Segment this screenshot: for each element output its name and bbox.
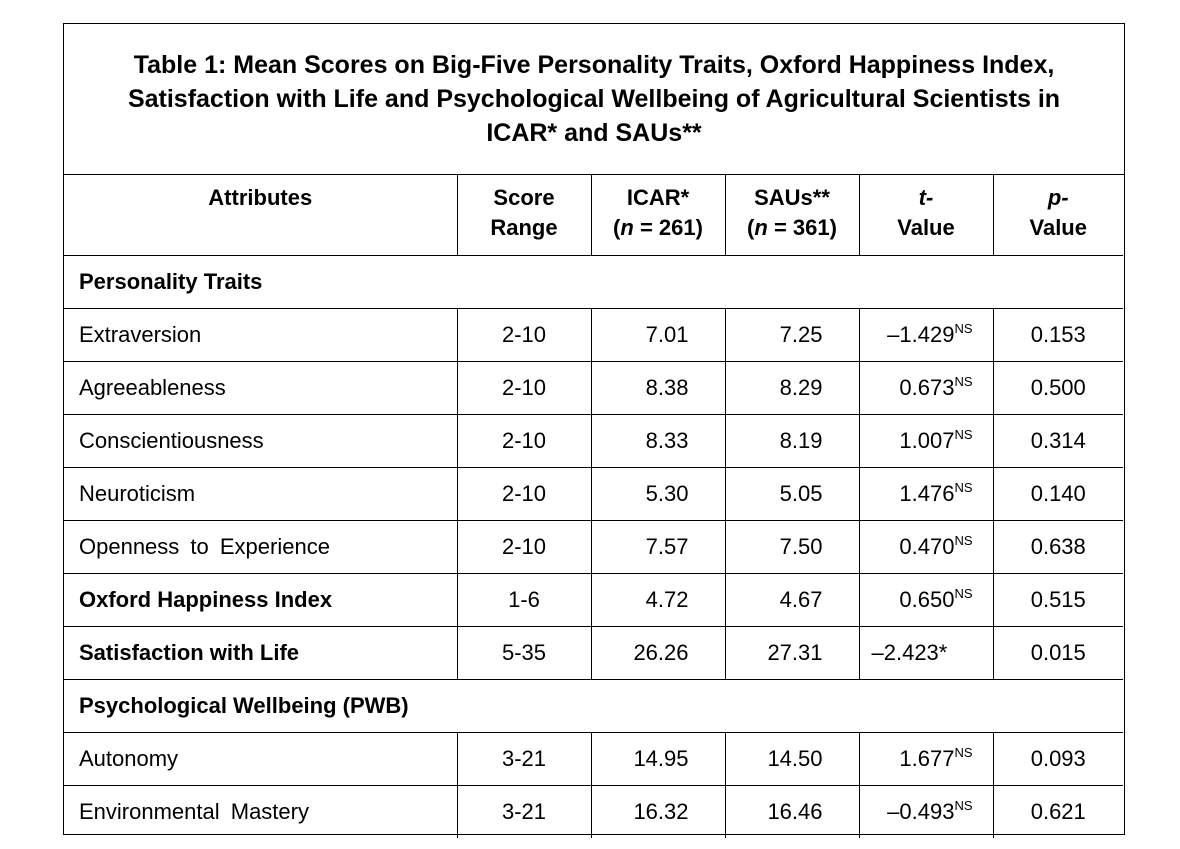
row-range: 5-35	[457, 626, 591, 679]
row-saus: 7.25	[725, 308, 859, 361]
row-p-value: 0.638	[993, 520, 1123, 573]
row-saus: 14.50	[725, 732, 859, 785]
row-saus: 7.50	[725, 520, 859, 573]
row-t-value: $0.673^{NS}$	[859, 361, 993, 414]
section-row-personality	[64, 255, 1123, 308]
row-saus: 5.05	[725, 467, 859, 520]
section-pwb: Psychological Wellbeing (PWB)	[64, 679, 1123, 732]
row-t-value: $-0.493^{NS}$	[859, 785, 993, 838]
row-attribute: Extraversion	[64, 308, 457, 361]
row-p-value: 0.314	[993, 414, 1123, 467]
row-range: 2-10	[457, 308, 591, 361]
row-p-value: 0.153	[993, 308, 1123, 361]
row-icar: 26.26	[591, 626, 725, 679]
table-row	[64, 785, 1123, 838]
row-t-value: $1.677^{NS}$	[859, 732, 993, 785]
table-title: Table 1: Mean Scores on Big-Five Personality Traits, Oxford Happiness Index, Satisfaction with Life and Psychological Wellbeing of Agricultural Scientists in ICAR* and SAUs**	[127, 51, 1061, 147]
row-range: 2-10	[457, 520, 591, 573]
table-row	[64, 520, 1123, 573]
row-saus: 8.29	[725, 361, 859, 414]
row-range: 2-10	[457, 361, 591, 414]
table-title-box	[64, 24, 1124, 175]
section-personality: Personality Traits	[64, 255, 1123, 308]
row-t-value: $1.476^{NS}$	[859, 467, 993, 520]
row-range: 2-10	[457, 467, 591, 520]
header-p-value: p- Value	[993, 175, 1123, 255]
row-icar: 5.30	[591, 467, 725, 520]
mean-scores-table	[64, 175, 1123, 838]
row-attribute: Environmental Mastery	[64, 785, 457, 838]
row-t-value: $-1.429^{NS}$	[859, 308, 993, 361]
table-row	[64, 467, 1123, 520]
row-icar: 4.72	[591, 573, 725, 626]
row-range: 2-10	[457, 414, 591, 467]
row-saus: 16.46	[725, 785, 859, 838]
table-row	[64, 732, 1123, 785]
header-attributes: Attributes	[64, 175, 457, 255]
row-attribute: Satisfaction with Life	[64, 626, 457, 679]
row-t-value: $0.650^{NS}$	[859, 573, 993, 626]
row-icar: 8.33	[591, 414, 725, 467]
row-attribute: Conscientiousness	[64, 414, 457, 467]
row-saus: 27.31	[725, 626, 859, 679]
row-icar: 7.57	[591, 520, 725, 573]
row-t-value: $1.007^{NS}$	[859, 414, 993, 467]
row-range: 3-21	[457, 732, 591, 785]
row-attribute: Neuroticism	[64, 467, 457, 520]
table-row	[64, 626, 1123, 679]
row-p-value: 0.515	[993, 573, 1123, 626]
table-row	[64, 361, 1123, 414]
row-p-value: 0.093	[993, 732, 1123, 785]
row-attribute: Openness to Experience	[64, 520, 457, 573]
header-score-range: Score Range	[457, 175, 591, 255]
table-frame	[63, 23, 1125, 835]
row-range: 1-6	[457, 573, 591, 626]
row-range: 3-21	[457, 785, 591, 838]
header-t-value: t- Value	[859, 175, 993, 255]
table-row	[64, 414, 1123, 467]
row-attribute: Autonomy	[64, 732, 457, 785]
header-row	[64, 175, 1123, 255]
row-p-value: 0.500	[993, 361, 1123, 414]
header-saus: SAUs** (n = 361)	[725, 175, 859, 255]
row-t-value: $0.470^{NS}$	[859, 520, 993, 573]
row-saus: 4.67	[725, 573, 859, 626]
row-icar: 16.32	[591, 785, 725, 838]
row-attribute: Agreeableness	[64, 361, 457, 414]
table-row	[64, 573, 1123, 626]
row-t-value: –2.423*	[859, 626, 993, 679]
row-p-value: 0.015	[993, 626, 1123, 679]
row-saus: 8.19	[725, 414, 859, 467]
header-icar: ICAR* (n = 261)	[591, 175, 725, 255]
row-p-value: 0.140	[993, 467, 1123, 520]
row-p-value: 0.621	[993, 785, 1123, 838]
row-icar: 14.95	[591, 732, 725, 785]
row-attribute: Oxford Happiness Index	[64, 573, 457, 626]
row-icar: 8.38	[591, 361, 725, 414]
table-row	[64, 308, 1123, 361]
row-icar: 7.01	[591, 308, 725, 361]
section-row-pwb	[64, 679, 1123, 732]
